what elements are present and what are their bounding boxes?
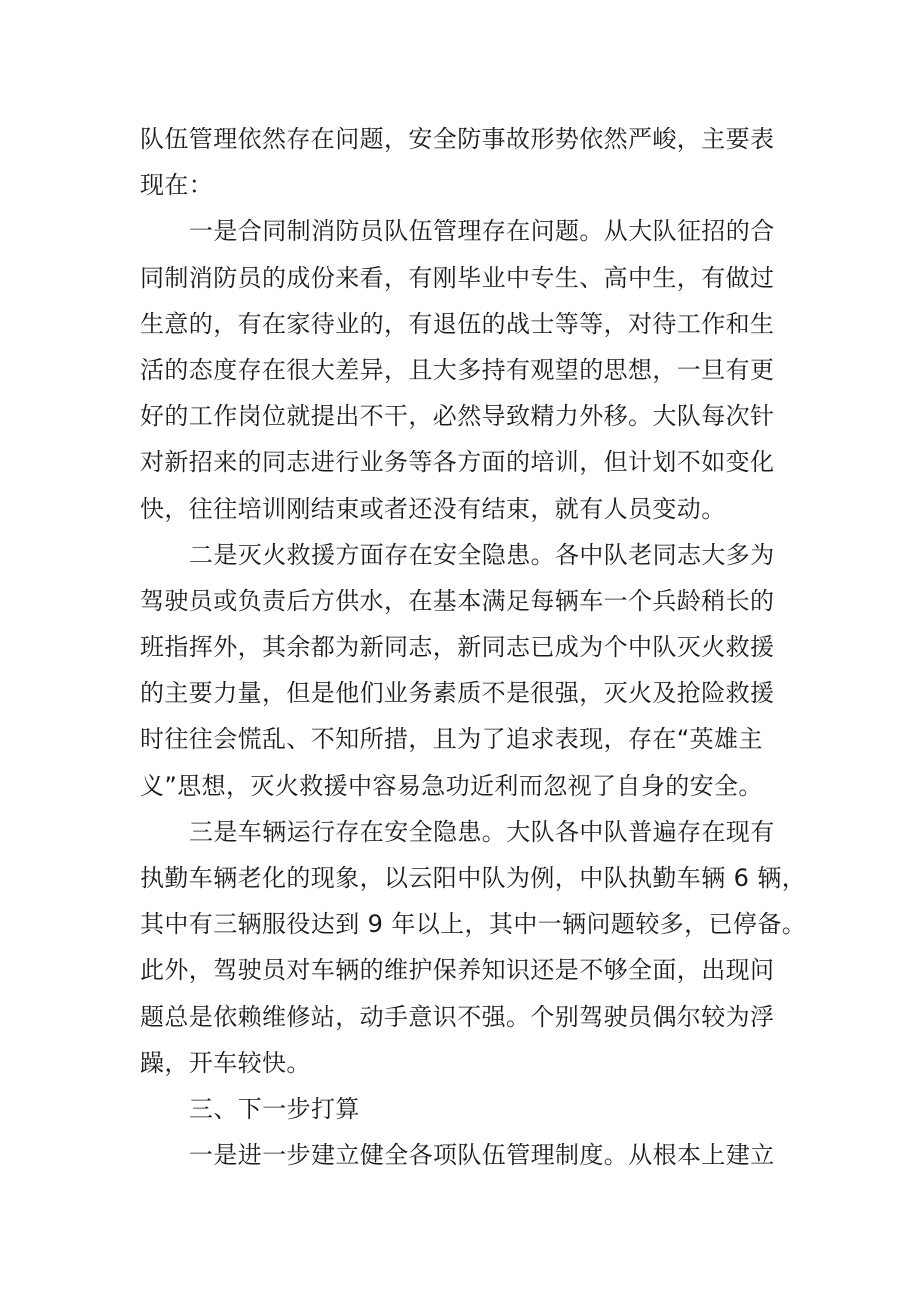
- text-line: 对新招来的同志进行业务等各方面的培训，但计划不如变化: [140, 448, 775, 477]
- text-line: 躁，开车较快。: [140, 1048, 311, 1077]
- text-line: 活的态度存在很大差异，且大多持有观望的思想，一旦有更: [140, 355, 775, 384]
- text-line: 其中有三辆服役达到 9 年以上，其中一辆问题较多，已停备。: [140, 910, 807, 939]
- text-line: 执勤车辆老化的现象，以云阳中队为例，中队执勤车辆 6 辆，: [140, 864, 807, 892]
- paragraph-first-line: 一是进一步建立健全各项队伍管理制度。从根本上建立: [189, 1141, 775, 1170]
- text-line: 驾驶员或负责后方供水，在基本满足每辆车一个兵龄稍长的: [140, 586, 775, 615]
- text-line: 现在：: [140, 171, 214, 200]
- document-body: [140, 116, 807, 1178]
- paragraph-first-line: 三、下一步打算: [189, 1094, 360, 1123]
- text-line: 时往往会慌乱、不知所措，且为了追求表现，存在“英雄主: [140, 725, 763, 754]
- text-line: 义”思想，灭火救援中容易急功近利而忽视了自身的安全。: [140, 771, 763, 800]
- text-line: 同制消防员的成份来看，有刚毕业中专生、高中生，有做过: [140, 263, 775, 292]
- text-line: 题总是依赖维修站，动手意识不强。个别驾驶员偶尔较为浮: [140, 1002, 775, 1031]
- paragraph-first-line: 一是合同制消防员队伍管理存在问题。从大队征招的合: [189, 217, 775, 246]
- paragraph-first-line: 二是灭火救援方面存在安全隐患。各中队老同志大多为: [189, 540, 775, 569]
- text-line: 此外，驾驶员对车辆的维护保养知识还是不够全面，出现问: [140, 956, 775, 985]
- text-line: 队伍管理依然存在问题，安全防事故形势依然严峻，主要表: [140, 125, 775, 153]
- text-line: 快，往往培训刚结束或者还没有结束，就有人员变动。: [140, 494, 726, 523]
- text-line: 好的工作岗位就提出不干，必然导致精力外移。大队每次针: [140, 402, 775, 431]
- paragraph-first-line: 三是车辆运行存在安全隐患。大队各中队普遍存在现有: [189, 817, 775, 846]
- text-line: 班指挥外，其余都为新同志，新同志已成为个中队灭火救援: [140, 633, 775, 662]
- text-line: 的主要力量，但是他们业务素质不是很强，灭火及抢险救援: [140, 679, 775, 708]
- text-line: 生意的，有在家待业的，有退伍的战士等等，对待工作和生: [140, 309, 775, 338]
